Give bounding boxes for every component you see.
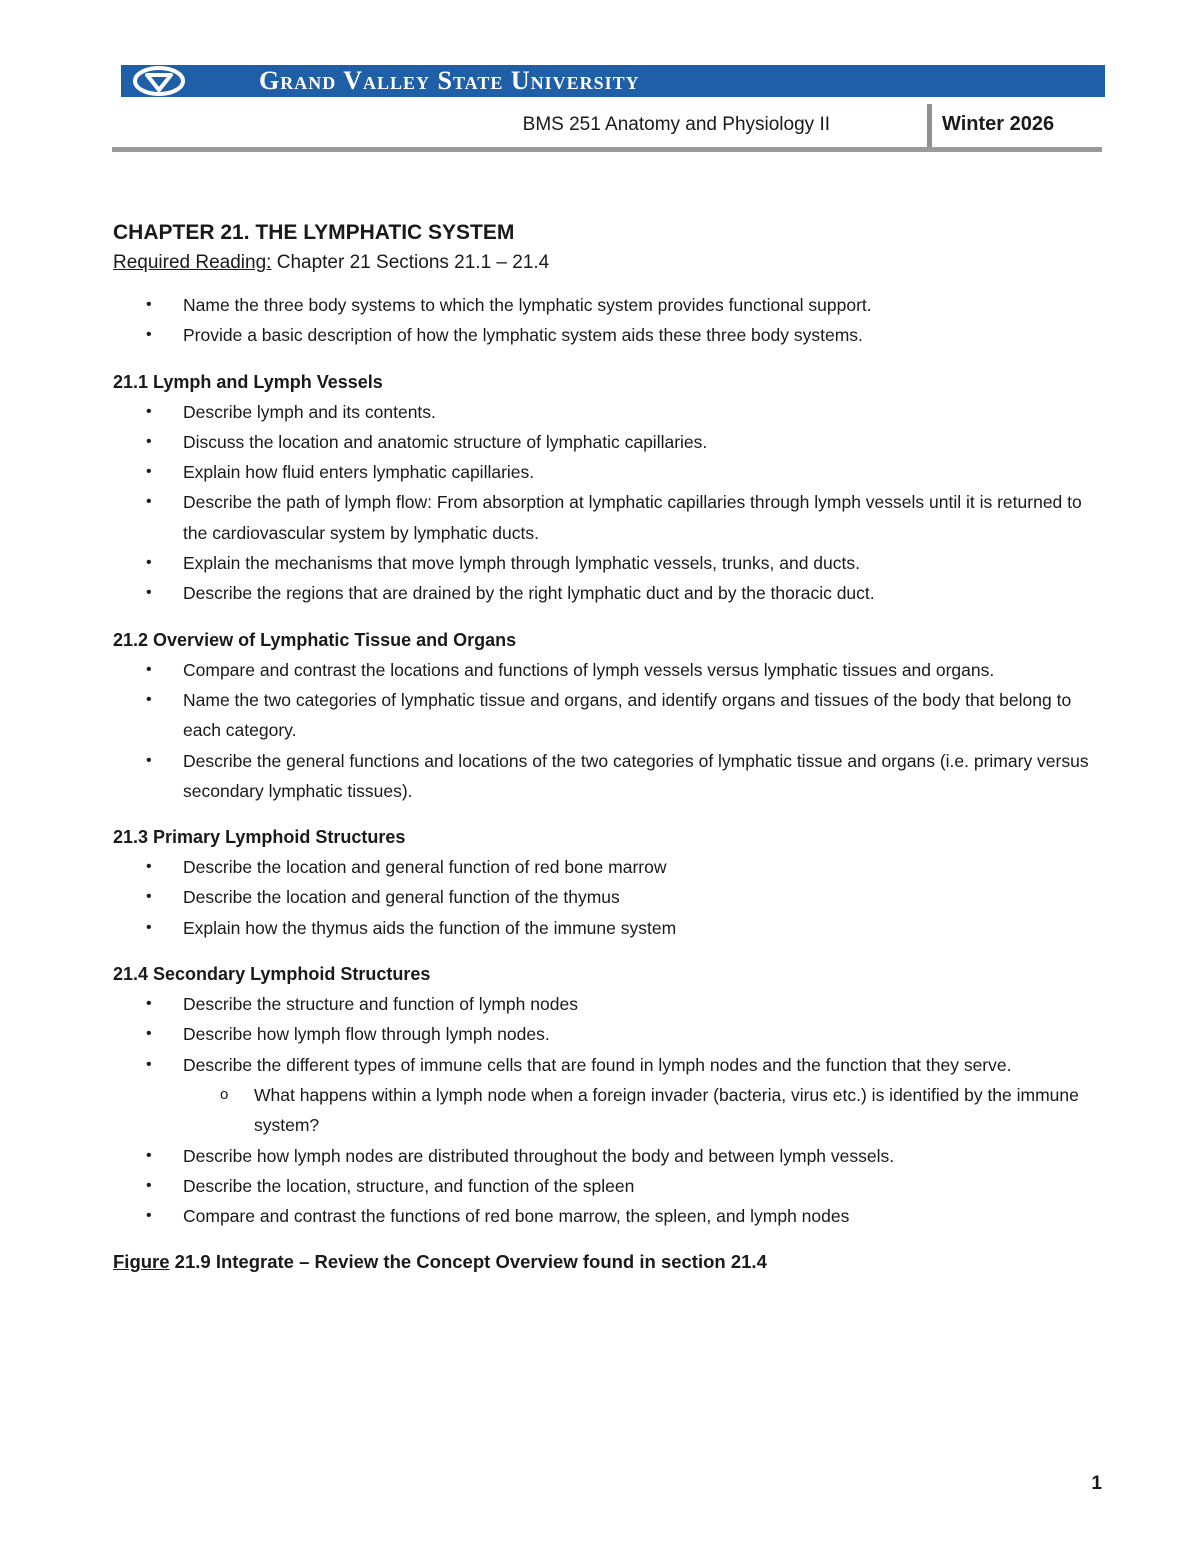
bullet-icon: •: [146, 660, 152, 678]
bullet-icon: •: [146, 751, 152, 769]
sub-bullet-icon: o: [220, 1085, 229, 1103]
list-item: [113, 320, 1103, 350]
list-item-text: Compare and contrast the locations and functions of lymph vessels versus lymphatic tissues and organs.: [183, 659, 995, 680]
list-item-text: Describe the structure and function of lymph nodes: [183, 994, 578, 1015]
section-heading: 21.3 Primary Lymphoid Structures: [113, 827, 406, 848]
list-item-text: Describe the location and general function of the thymus: [183, 887, 620, 908]
list-item-text: Describe lymph and its contents.: [183, 401, 436, 422]
list-item: [113, 746, 1103, 807]
sub-list-item: [113, 1080, 1103, 1141]
sub-objectives: [113, 1080, 1103, 1141]
bullet-icon: •: [146, 584, 152, 602]
list-item: [113, 1019, 1103, 1049]
section-objectives: [113, 1141, 1103, 1232]
course-term: Winter 2026: [942, 113, 1055, 135]
bullet-icon: •: [146, 402, 152, 420]
bullet-icon: •: [146, 493, 152, 511]
header-divider: [927, 104, 932, 148]
section-heading: 21.4 Secondary Lymphoid Structures: [113, 964, 431, 985]
bullet-icon: •: [146, 432, 152, 450]
chapter-title: CHAPTER 21. THE LYMPHATIC SYSTEM: [113, 221, 515, 244]
course-header: [112, 104, 1102, 148]
bullet-icon: •: [146, 554, 152, 572]
list-item: [113, 1201, 1103, 1231]
list-item-text: Describe the path of lymph flow: From absorption at lymphatic capillaries through lymph vessels until it is returned to the cardiovascular system by lymphatic ducts.: [183, 492, 1082, 543]
university-banner: [121, 65, 1105, 97]
list-item-text: Describe how lymph flow through lymph nodes.: [183, 1024, 550, 1045]
list-item: [113, 685, 1103, 746]
required-reading-text: Chapter 21 Sections 21.1 – 21.4: [271, 252, 550, 273]
bullet-icon: •: [146, 888, 152, 906]
university-name: Grand Valley State University: [259, 66, 640, 95]
list-item-text: Describe the location and general function of red bone marrow: [183, 857, 667, 878]
section-heading: 21.2 Overview of Lymphatic Tissue and Organs: [113, 629, 517, 650]
list-item: [113, 548, 1103, 578]
list-item-text: What happens within a lymph node when a foreign invader (bacteria, virus etc.) is identified by the immune system?: [254, 1084, 1079, 1136]
intro-objectives: [113, 290, 1103, 351]
bullet-icon: •: [146, 296, 152, 313]
list-item: [113, 397, 1103, 427]
list-item-text: Discuss the location and anatomic structure of lymphatic capillaries.: [183, 431, 708, 452]
list-item: [113, 290, 1103, 320]
list-item: [113, 989, 1103, 1019]
list-item-text: Describe the different types of immune cells that are found in lymph nodes and the function that they serve.: [183, 1054, 1012, 1075]
section-heading: 21.1 Lymph and Lymph Vessels: [113, 371, 383, 392]
list-item: [113, 882, 1103, 912]
list-item-text: Name the two categories of lymphatic tissue and organs, and identify organs and tissues of the body that belong to each category.: [183, 689, 1072, 741]
bullet-icon: •: [146, 463, 152, 481]
figure-label: Figure: [113, 1251, 170, 1273]
section-objectives: [113, 852, 1103, 943]
list-item-text: Describe how lymph nodes are distributed throughout the body and between lymph vessels.: [183, 1145, 895, 1166]
figure-reference: [113, 1247, 1103, 1277]
bullet-icon: •: [146, 690, 152, 708]
figure-text: 21.9 Integrate – Review the Concept Overview found in section 21.4: [169, 1251, 767, 1273]
list-item: [113, 852, 1103, 882]
bullet-icon: •: [146, 1207, 152, 1225]
list-item-text: Describe the general functions and locations of the two categories of lymphatic tissue and organs (i.e. primary versus secondary lymphatic tissues).: [183, 750, 1089, 801]
bullet-icon: •: [146, 1055, 152, 1073]
course-name: BMS 251 Anatomy and Physiology II: [522, 114, 830, 135]
header-rule: [112, 147, 1102, 152]
bullet-icon: •: [146, 1146, 152, 1164]
list-item-text: Compare and contrast the functions of red bone marrow, the spleen, and lymph nodes: [183, 1206, 850, 1227]
section-objectives: [113, 397, 1103, 609]
section-objectives: [113, 655, 1103, 806]
list-item-text: Describe the location, structure, and function of the spleen: [183, 1175, 635, 1196]
list-item: [113, 427, 1103, 457]
section-objectives: [113, 989, 1103, 1080]
list-item: [113, 1141, 1103, 1171]
list-item: [113, 487, 1103, 548]
bullet-icon: •: [146, 1176, 152, 1194]
list-item-text: Explain the mechanisms that move lymph through lymphatic vessels, trunks, and ducts.: [183, 553, 860, 574]
list-item: [113, 913, 1103, 943]
list-item: [113, 655, 1103, 685]
list-item-text: Describe the regions that are drained by the right lymphatic duct and by the thoracic duct.: [183, 583, 875, 604]
document-body: [113, 218, 1103, 1277]
gvsu-logo-icon: [121, 65, 197, 97]
list-item: [113, 578, 1103, 608]
bullet-icon: •: [146, 858, 152, 876]
bullet-icon: •: [146, 326, 152, 344]
bullet-icon: •: [146, 1025, 152, 1043]
page-number: 1: [1091, 1473, 1102, 1494]
bullet-icon: •: [146, 995, 152, 1013]
list-item-text: Explain how the thymus aids the function of the immune system: [183, 917, 677, 938]
bullet-icon: •: [146, 918, 152, 936]
list-item-text: Explain how fluid enters lymphatic capillaries.: [183, 462, 535, 483]
list-item-text: Provide a basic description of how the lymphatic system aids these three body systems.: [183, 325, 863, 346]
list-item: [113, 1050, 1103, 1080]
required-reading-label: Required Reading:: [113, 252, 272, 273]
list-item: [113, 1171, 1103, 1201]
list-item: [113, 457, 1103, 487]
required-reading: [113, 248, 1103, 278]
list-item-text: Name the three body systems to which the lymphatic system provides functional support.: [183, 295, 872, 315]
